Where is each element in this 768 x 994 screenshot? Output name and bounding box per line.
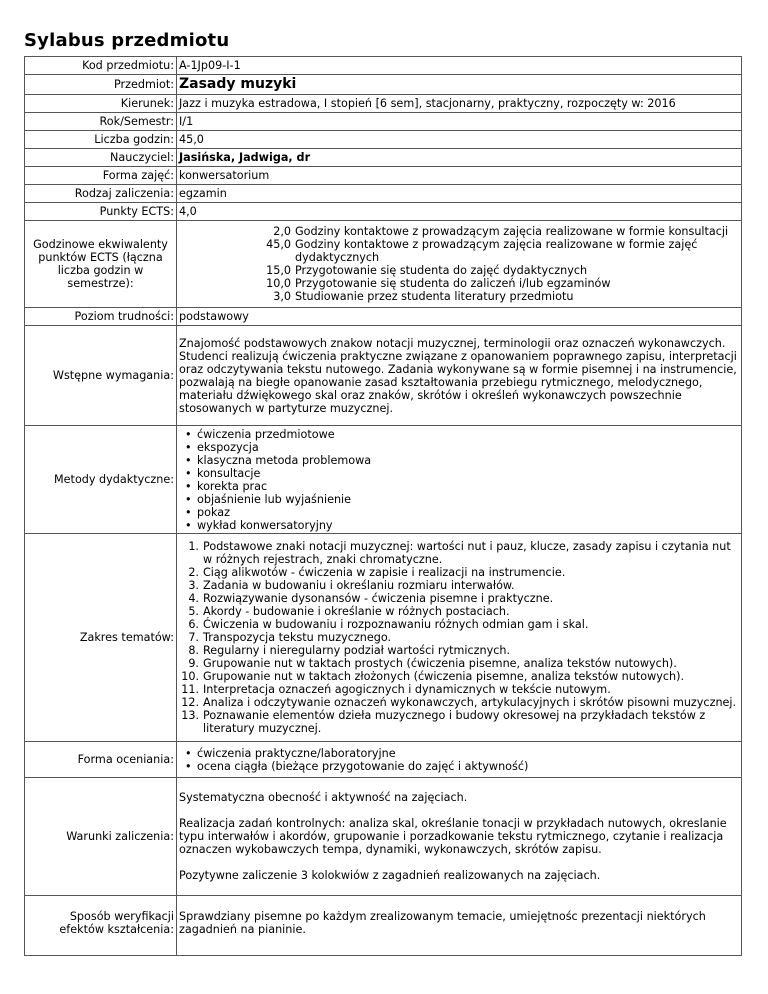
topic-text: Interpretacja oznaczeń agogicznych i dynamicznych w tekście nutowym. — [203, 683, 611, 696]
topic-item — [179, 566, 739, 579]
row-teaching-methods — [25, 426, 742, 534]
list-item: • ocena ciągła (bieżące przygotowanie do zajęć i aktywność) — [185, 760, 739, 773]
row-difficulty — [25, 308, 742, 326]
hour-item — [179, 225, 739, 238]
hour-item-text: Przygotowanie się studenta do zaliczeń i/lub egzaminów — [295, 277, 611, 290]
hour-item — [179, 277, 739, 290]
ects-equivalents-label-text: Godzinowe ekwiwalenty punktów ECTS (łączna liczba godzin w semestrze): — [33, 238, 168, 290]
teaching-methods-label: Metody dydaktyczne: — [25, 426, 177, 534]
list-item: • ekspozycja — [185, 441, 739, 454]
ects-label: Punkty ECTS: — [25, 203, 177, 221]
row-course-code — [25, 57, 742, 75]
ects-equivalents-label — [25, 221, 177, 308]
hour-item-hours: 45,0 — [266, 238, 291, 251]
field-value: Jazz i muzyka estradowa, I stopień [6 sem], stacjonarny, praktyczny, rozpoczęty w: 2016 — [177, 95, 742, 113]
pass-condition-paragraph: Systematyczna obecność i aktywność na zajęciach. — [179, 791, 468, 804]
page-title: Sylabus przedmiotu — [24, 30, 230, 51]
pass-condition-paragraph: Pozytywne zaliczenie 3 kolokwiów z zagadnień realizowanych na zajęciach. — [179, 869, 601, 882]
prerequisites-label: Wstępne wymagania: — [25, 326, 177, 426]
pass-condition-paragraph: Realizacja zadań kontrolnych: analiza skal, określanie tonacji w przykładach nutowych, okreslanie typu interwałów i akordów, grupowanie i porzadkowanie tekstu rytmicznego, czytanie i realizacja oznaczen wykobawczych tempa, dynamiki, wykonawczych, skrótów zapisu. — [179, 817, 727, 856]
grading-label: Forma oceniania: — [25, 742, 177, 778]
pass-conditions-label: Warunki zaliczenia: — [25, 778, 177, 896]
hour-item-text: Godziny kontaktowe z prowadzącym zajęcia realizowane w formie zajęć dydaktycznych — [295, 238, 698, 264]
pass-conditions-value — [177, 778, 742, 896]
topic-number: 7. — [188, 631, 199, 644]
teacher-value: Jasińska, Jadwiga, dr — [177, 149, 742, 167]
topics-list — [177, 534, 742, 742]
teacher-label: Nauczyciel: — [25, 149, 177, 167]
course-code-value: A-1Jp09-I-1 — [177, 57, 742, 75]
topic-text: Grupowanie nut w taktach złożonych (ćwiczenia pisemne, analiza tekstów nutowych). — [203, 670, 685, 683]
list-item: • objaśnienie lub wyjaśnienie — [185, 493, 739, 506]
year-semester-label: Rok/Semestr: — [25, 113, 177, 131]
topic-item — [179, 683, 739, 696]
row-subject — [25, 75, 742, 95]
topic-text: Ćwiczenia w budowaniu i rozpoznawaniu różnych odmian gam i skal. — [203, 618, 589, 631]
prerequisites-value: Znajomość podstawowych znakow notacji muzycznej, terminologii oraz oznaczeń wykonawczych. Studenci realizują ćwiczenia praktyczne związane z opanowaniem poprawnego zapisu, interpretacji oraz odczytywania tekstu nutowego. Zadania wykonywane są w formie pisemnej i na instrumencie, pozwalają na biegłe opanowanie zasad kształtowania przebiegu rytmicznego, melodycznego, materiału dźwiękowego skal oraz znaków, skrótów i określeń wykonawczych powszechnie stosowanych w partyturze muzycznej. — [177, 326, 742, 426]
row-verification — [25, 896, 742, 956]
difficulty-value: podstawowy — [177, 308, 742, 326]
ects-equivalents-list — [177, 221, 742, 308]
ects-value: 4,0 — [177, 203, 742, 221]
topic-item — [179, 696, 739, 709]
topic-number: 1. — [188, 540, 199, 553]
assessment-type-label: Rodzaj zaliczenia: — [25, 185, 177, 203]
topic-text: Analiza i odczytywanie oznaczeń wykonawczych, artykulacyjnych i skrótów pisowni muzycznej. — [203, 696, 737, 709]
row-assessment-type — [25, 185, 742, 203]
topic-item — [179, 670, 739, 683]
hour-item-hours: 10,0 — [266, 277, 291, 290]
class-form-label: Forma zajęć: — [25, 167, 177, 185]
topic-number: 12. — [181, 696, 199, 709]
row-prerequisites — [25, 326, 742, 426]
grading-list — [177, 742, 742, 778]
teaching-methods-list — [177, 426, 742, 534]
subject-label: Przedmiot: — [25, 75, 177, 95]
topic-item — [179, 657, 739, 670]
hours-label: Liczba godzin: — [25, 131, 177, 149]
hour-item-text: Studiowanie przez studenta literatury przedmiotu — [295, 290, 574, 303]
row-grading — [25, 742, 742, 778]
hour-item-text: Przygotowanie się studenta do zajęć dydaktycznych — [295, 264, 588, 277]
row-hours — [25, 131, 742, 149]
hour-item — [179, 264, 739, 277]
hour-item-hours: 2,0 — [273, 225, 291, 238]
topic-number: 13. — [181, 709, 199, 722]
topic-number: 9. — [188, 657, 199, 670]
row-field — [25, 95, 742, 113]
list-item: • korekta prac — [185, 480, 739, 493]
syllabus-table — [24, 56, 742, 956]
topic-item — [179, 618, 739, 631]
topic-text: Rozwiązywanie dysonansów - ćwiczenia pisemne i praktyczne. — [203, 592, 554, 605]
topic-number: 10. — [181, 670, 199, 683]
topic-item — [179, 709, 739, 735]
topic-number: 6. — [188, 618, 199, 631]
list-item: • klasyczna metoda problemowa — [185, 454, 739, 467]
row-teacher — [25, 149, 742, 167]
topic-text: Podstawowe znaki notacji muzycznej: wartości nut i pauz, klucze, zasady zapisu i czytania nut w różnych rejestrach, znaki chromatyczne. — [203, 540, 731, 566]
topic-text: Grupowanie nut w taktach prostych (ćwiczenia pisemne, analiza tekstów nutowych). — [203, 657, 677, 670]
list-item: • ćwiczenia przedmiotowe — [185, 428, 739, 441]
hours-value: 45,0 — [177, 131, 742, 149]
topic-number: 8. — [188, 644, 199, 657]
class-form-value: konwersatorium — [177, 167, 742, 185]
topics-label: Zakres tematów: — [25, 534, 177, 742]
topic-text: Zadania w budowaniu i określaniu rozmiaru interwałów. — [203, 579, 515, 592]
list-item: • wykład konwersatoryjny — [185, 519, 739, 532]
topic-text: Poznawanie elementów dzieła muzycznego i budowy okresowej na przykładach tekstów z literatury muzycznej. — [203, 709, 706, 735]
hour-item — [179, 290, 739, 303]
course-code-label: Kod przedmiotu: — [25, 57, 177, 75]
topic-item — [179, 540, 739, 566]
topic-number: 5. — [188, 605, 199, 618]
hour-item-hours: 3,0 — [273, 290, 291, 303]
topic-item — [179, 605, 739, 618]
topic-text: Akordy - budowanie i określanie w różnych postaciach. — [203, 605, 510, 618]
topic-text: Transpozycja tekstu muzycznego. — [203, 631, 392, 644]
verification-value: Sprawdziany pisemne po każdym zrealizowanym temacie, umiejętnośc prezentacji niektórych zagadnień na pianinie. — [177, 896, 742, 956]
list-item: • ćwiczenia praktyczne/laboratoryjne — [185, 747, 739, 760]
row-ects-equivalents — [25, 221, 742, 308]
hour-item-hours: 15,0 — [266, 264, 291, 277]
topic-text: Regularny i nieregularny podział wartości rytmicznych. — [203, 644, 511, 657]
list-item: • konsultacje — [185, 467, 739, 480]
row-class-form — [25, 167, 742, 185]
difficulty-label: Poziom trudności: — [25, 308, 177, 326]
topic-item — [179, 579, 739, 592]
year-semester-value: I/1 — [177, 113, 742, 131]
hour-item-text: Godziny kontaktowe z prowadzącym zajęcia realizowane w formie konsultacji — [295, 225, 729, 238]
topic-number: 2. — [188, 566, 199, 579]
hour-item — [179, 238, 739, 264]
topic-item — [179, 631, 739, 644]
row-year-semester — [25, 113, 742, 131]
assessment-type-value: egzamin — [177, 185, 742, 203]
topic-item — [179, 592, 739, 605]
subject-value: Zasady muzyki — [177, 75, 742, 95]
topic-number: 11. — [181, 683, 199, 696]
list-item: • pokaz — [185, 506, 739, 519]
row-pass-conditions — [25, 778, 742, 896]
row-topics — [25, 534, 742, 742]
field-label: Kierunek: — [25, 95, 177, 113]
verification-label: Sposób weryfikacji efektów kształcenia: — [25, 896, 177, 956]
row-ects — [25, 203, 742, 221]
topic-number: 4. — [188, 592, 199, 605]
topic-number: 3. — [188, 579, 199, 592]
topic-item — [179, 644, 739, 657]
topic-text: Ciąg alikwotów - ćwiczenia w zapisie i realizacji na instrumencie. — [203, 566, 566, 579]
